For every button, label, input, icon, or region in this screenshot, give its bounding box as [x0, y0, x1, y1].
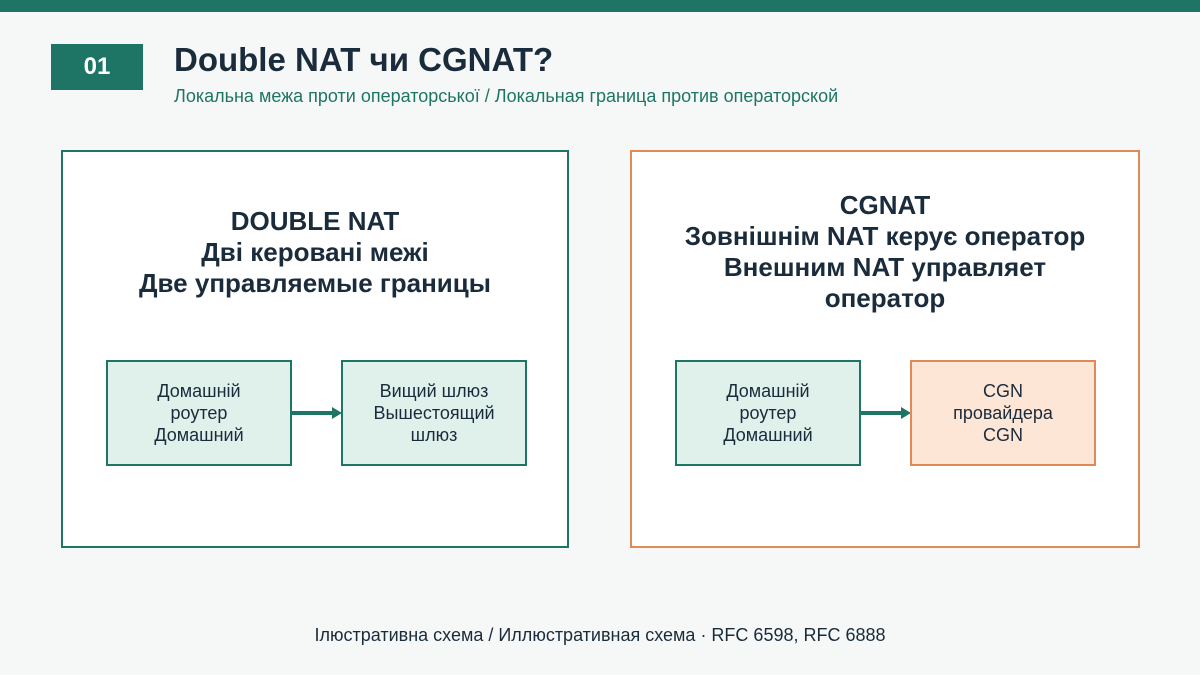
upstream-gateway-node [341, 360, 527, 466]
cgnat-heading [632, 190, 1138, 314]
heading-line: оператор [824, 283, 946, 313]
heading-line: Внешним NAT управляет [723, 252, 1047, 282]
double-nat-heading [63, 206, 567, 299]
node-line: Вышестоящий [373, 403, 495, 423]
arrow-right-icon [861, 406, 911, 420]
node-line: Домашний [723, 425, 813, 445]
node-line: Домашній [726, 381, 810, 401]
footer-note: Ілюстративна схема / Иллюстративная схема · RFC 6598, RFC 6888 [314, 625, 886, 645]
node-line: Вищий шлюз [379, 381, 489, 401]
home-router-node [106, 360, 292, 466]
heading-line: Зовнішнім NAT керує оператор [684, 221, 1086, 251]
node-line: провайдера [953, 403, 1053, 423]
heading-line: Дві керовані межі [201, 237, 429, 267]
node-line: CGN [983, 381, 1023, 401]
slide-subtitle: Локальна межа проти операторської / Локальная граница против операторской [174, 86, 839, 106]
arrow-right-icon [292, 406, 342, 420]
node-line: CGN [983, 425, 1023, 445]
node-line: шлюз [410, 425, 458, 445]
node-line: роутер [170, 403, 228, 423]
double-nat-panel [61, 150, 569, 548]
heading-line: DOUBLE NAT [230, 206, 400, 236]
node-line: Домашній [157, 381, 241, 401]
top-accent-bar [0, 0, 1200, 12]
cgnat-panel [630, 150, 1140, 548]
provider-cgn-node [910, 360, 1096, 466]
node-line: роутер [739, 403, 797, 423]
slide-number-badge: 01 [51, 44, 143, 90]
heading-line: Две управляемые границы [139, 268, 491, 298]
slide-title: Double NAT чи CGNAT? [174, 41, 554, 78]
node-line: Домашний [154, 425, 244, 445]
heading-line: CGNAT [839, 190, 931, 220]
home-router-node [675, 360, 861, 466]
